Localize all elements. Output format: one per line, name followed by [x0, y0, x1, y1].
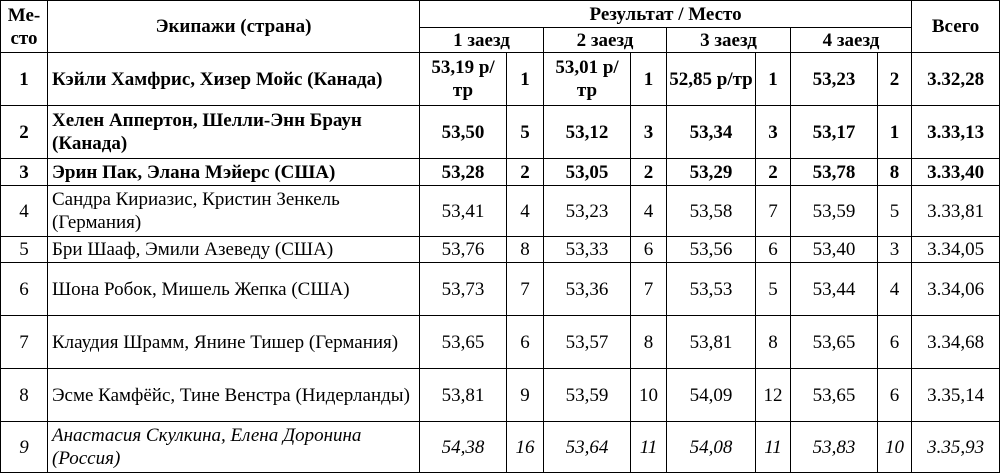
run-4-place-cell: 10 [878, 422, 912, 473]
run-2-place-cell: 3 [631, 106, 667, 159]
header-row-top [1, 1, 1000, 28]
run-3-time-cell: 53,56 [667, 237, 756, 263]
run-1-place-cell: 8 [507, 237, 544, 263]
crew-cell: Анастасия Скулкина, Елена Доронина (Россия) [48, 422, 420, 473]
run-3-place-cell: 2 [756, 159, 791, 186]
run-3-time-cell: 52,85 р/тр [667, 53, 756, 106]
place-cell: 9 [1, 422, 48, 473]
place-cell: 5 [1, 237, 48, 263]
place-cell: 3 [1, 159, 48, 186]
run-2-time-cell: 53,01 р/тр [544, 53, 631, 106]
run-2-time-cell: 53,59 [544, 369, 631, 422]
run-4-place-cell: 1 [878, 106, 912, 159]
table-row [1, 237, 1000, 263]
total-cell: 3.33,13 [912, 106, 1000, 159]
run-3-place-cell: 1 [756, 53, 791, 106]
run-2-place-cell: 7 [631, 263, 667, 316]
crew-cell: Кэйли Хамфрис, Хизер Мойс (Канада) [48, 53, 420, 106]
run-3-time-cell: 53,53 [667, 263, 756, 316]
run-1-place-cell: 4 [507, 186, 544, 237]
run-4-time-cell: 53,83 [791, 422, 878, 473]
run-1-place-cell: 6 [507, 316, 544, 369]
run-3-place-cell: 6 [756, 237, 791, 263]
run-4-time-cell: 53,23 [791, 53, 878, 106]
total-cell: 3.34,68 [912, 316, 1000, 369]
crew-cell: Шона Робок, Мишель Жепка (США) [48, 263, 420, 316]
total-cell: 3.35,14 [912, 369, 1000, 422]
run-4-place-cell: 2 [878, 53, 912, 106]
run-3-time-cell: 53,81 [667, 316, 756, 369]
run-1-place-cell: 7 [507, 263, 544, 316]
run-4-time-cell: 53,78 [791, 159, 878, 186]
run-2-place-cell: 10 [631, 369, 667, 422]
run-2-time-cell: 53,23 [544, 186, 631, 237]
place-cell: 1 [1, 53, 48, 106]
table-row [1, 53, 1000, 106]
run-1-time-cell: 53,73 [420, 263, 507, 316]
run-3-place-cell: 3 [756, 106, 791, 159]
run-4-place-cell: 5 [878, 186, 912, 237]
run-1-time-cell: 53,50 [420, 106, 507, 159]
header-run-1: 1 заезд [420, 28, 544, 53]
run-2-place-cell: 8 [631, 316, 667, 369]
run-2-place-cell: 6 [631, 237, 667, 263]
run-1-place-cell: 9 [507, 369, 544, 422]
header-run-4: 4 заезд [791, 28, 912, 53]
run-3-time-cell: 53,34 [667, 106, 756, 159]
run-3-time-cell: 54,08 [667, 422, 756, 473]
total-cell: 3.33,40 [912, 159, 1000, 186]
total-cell: 3.32,28 [912, 53, 1000, 106]
place-cell: 4 [1, 186, 48, 237]
crew-cell: Эсме Камфёйс, Тине Венстра (Нидерланды) [48, 369, 420, 422]
table-row [1, 316, 1000, 369]
total-cell: 3.34,06 [912, 263, 1000, 316]
run-1-time-cell: 53,81 [420, 369, 507, 422]
place-cell: 6 [1, 263, 48, 316]
table-row [1, 186, 1000, 237]
run-3-time-cell: 53,58 [667, 186, 756, 237]
run-1-time-cell: 53,65 [420, 316, 507, 369]
crew-cell: Бри Шааф, Эмили Азеведу (США) [48, 237, 420, 263]
total-cell: 3.34,05 [912, 237, 1000, 263]
run-4-time-cell: 53,40 [791, 237, 878, 263]
place-cell: 2 [1, 106, 48, 159]
total-cell: 3.35,93 [912, 422, 1000, 473]
run-4-place-cell: 6 [878, 369, 912, 422]
header-run-2: 2 заезд [544, 28, 667, 53]
header-run-3: 3 заезд [667, 28, 791, 53]
table-row [1, 263, 1000, 316]
run-4-time-cell: 53,44 [791, 263, 878, 316]
run-2-place-cell: 11 [631, 422, 667, 473]
run-4-time-cell: 53,65 [791, 369, 878, 422]
total-cell: 3.33,81 [912, 186, 1000, 237]
run-4-time-cell: 53,65 [791, 316, 878, 369]
table-row [1, 369, 1000, 422]
crew-cell: Сандра Кириазис, Кристин Зенкель (Германия) [48, 186, 420, 237]
run-2-time-cell: 53,05 [544, 159, 631, 186]
run-4-place-cell: 6 [878, 316, 912, 369]
run-4-place-cell: 3 [878, 237, 912, 263]
run-3-time-cell: 54,09 [667, 369, 756, 422]
run-1-time-cell: 54,38 [420, 422, 507, 473]
run-2-time-cell: 53,12 [544, 106, 631, 159]
place-cell: 8 [1, 369, 48, 422]
header-place [1, 1, 48, 53]
run-2-time-cell: 53,33 [544, 237, 631, 263]
run-3-place-cell: 8 [756, 316, 791, 369]
run-2-time-cell: 53,57 [544, 316, 631, 369]
run-3-time-cell: 53,29 [667, 159, 756, 186]
run-1-place-cell: 5 [507, 106, 544, 159]
table-row [1, 159, 1000, 186]
crew-cell: Хелен Аппертон, Шелли-Энн Браун (Канада) [48, 106, 420, 159]
run-1-time-cell: 53,28 [420, 159, 507, 186]
run-3-place-cell: 12 [756, 369, 791, 422]
run-1-place-cell: 16 [507, 422, 544, 473]
header-result: Результат / Место [420, 1, 912, 28]
run-2-place-cell: 2 [631, 159, 667, 186]
run-4-place-cell: 4 [878, 263, 912, 316]
run-1-time-cell: 53,19 р/тр [420, 53, 507, 106]
run-1-place-cell: 2 [507, 159, 544, 186]
run-4-time-cell: 53,59 [791, 186, 878, 237]
table-row [1, 422, 1000, 473]
run-3-place-cell: 11 [756, 422, 791, 473]
run-1-place-cell: 1 [507, 53, 544, 106]
run-3-place-cell: 7 [756, 186, 791, 237]
run-3-place-cell: 5 [756, 263, 791, 316]
crew-cell: Клаудия Шрамм, Янине Тишер (Германия) [48, 316, 420, 369]
run-1-time-cell: 53,76 [420, 237, 507, 263]
results-body [1, 53, 1000, 473]
crew-cell: Эрин Пак, Элана Мэйерс (США) [48, 159, 420, 186]
table-row [1, 106, 1000, 159]
header-crew: Экипажи (страна) [48, 1, 420, 53]
run-1-time-cell: 53,41 [420, 186, 507, 237]
run-4-place-cell: 8 [878, 159, 912, 186]
run-2-place-cell: 4 [631, 186, 667, 237]
run-2-time-cell: 53,36 [544, 263, 631, 316]
run-4-time-cell: 53,17 [791, 106, 878, 159]
header-place-text: Ме- сто [7, 4, 41, 49]
place-cell: 7 [1, 316, 48, 369]
header-total: Всего [912, 1, 1000, 53]
run-2-place-cell: 1 [631, 53, 667, 106]
run-2-time-cell: 53,64 [544, 422, 631, 473]
